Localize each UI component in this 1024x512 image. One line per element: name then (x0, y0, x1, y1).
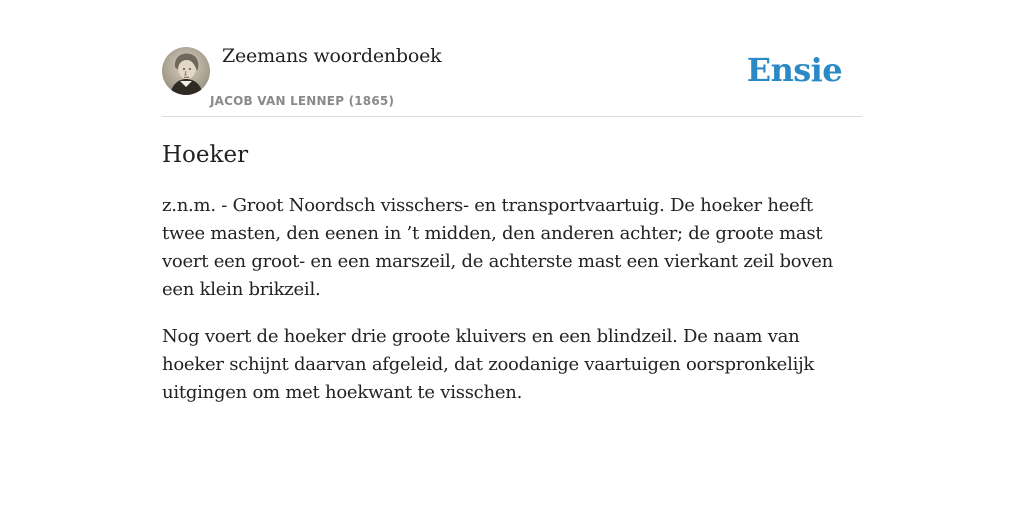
author-avatar[interactable] (162, 47, 210, 95)
author-name: JACOB VAN LENNEP (1865) (210, 94, 395, 108)
portrait-icon (162, 47, 210, 95)
entry-title: Hoeker (162, 142, 249, 168)
entry-paragraph: Nog voert de hoeker drie groote kluivers en een blindzeil. De naam van hoeker schijnt daarvan afgeleid, dat zoodanige vaartuigen oorspronkelijk uitgingen om met hoekwant te visschen. (162, 326, 815, 403)
ensie-logo-link[interactable]: Ensie (746, 51, 842, 89)
dictionary-title[interactable]: Zeemans woordenboek (222, 45, 442, 67)
dictionary-header (162, 0, 862, 117)
entry-card (162, 0, 862, 403)
entry-paragraph: z.n.m. - Groot Noordsch visschers- en transportvaartuig. De hoeker heeft twee masten, den eenen in ’t midden, den anderen achter; de groote mast voert een groot- en een marszeil, de achterste mast een vierkant zeil boven een klein brikzeil. (162, 195, 834, 300)
